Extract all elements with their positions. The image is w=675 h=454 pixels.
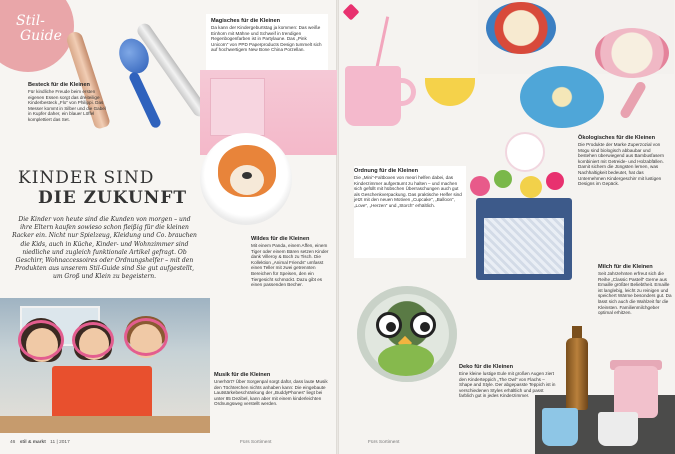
tiger-face-image: [230, 165, 264, 195]
milch-body: Seit Jahrzehnten erfreut sich die Reihe „Classic Pastell“ Gerne aus Emaille größter Beliebtheit. Emaille ist langlebig, leicht zu reinigen und speichert Wärme besonders gut. Da lässt sich auch die Wahlzeit für die Kleinsten. Familienmilchgeber optimal erhitzen.: [598, 271, 672, 316]
magazine-name: stil & markt: [19, 440, 46, 445]
page-number-left: 46: [10, 440, 16, 445]
badge-line-2: Guide: [20, 28, 62, 44]
magisches-heading: Magisches für die Kleinen: [211, 18, 281, 24]
deko-heading: Deko für die Kleinen: [459, 364, 514, 370]
candy-green-image: [494, 170, 512, 188]
red-blue-bowl-image: [486, 2, 556, 54]
blue-plate-image: [520, 66, 604, 128]
headphones-middle-icon: [72, 322, 114, 358]
left-footer: [10, 440, 70, 445]
besteck-heading: Besteck für die Kleinen: [28, 82, 90, 88]
right-section-label: Fürs Sortiment: [368, 440, 400, 445]
milch-article: [598, 264, 672, 316]
oeko-heading: Ökologisches für die Kleinen: [578, 135, 656, 141]
ordnung-heading: Ordnung für die Kleinen: [354, 168, 419, 174]
oeko-article: [578, 135, 670, 187]
milk-bottle-image: [566, 338, 588, 410]
candy-yellow-image: [520, 176, 542, 198]
pink-bowl-image: [595, 28, 669, 78]
candy-pink-image: [470, 176, 490, 196]
deko-article: [459, 364, 559, 399]
badge-line-1: Stil-: [16, 13, 45, 29]
milch-heading: Milch für die Kleinen: [598, 264, 653, 270]
page-gutter: [336, 0, 339, 454]
unicorn-toy-image: [505, 132, 545, 172]
owl-body: [378, 344, 434, 376]
wildes-heading: Wildes für die Kleinen: [251, 236, 310, 242]
candy-red-image: [546, 172, 564, 190]
ordnung-article: [354, 168, 464, 209]
musik-article: [214, 372, 329, 407]
unicorn-mug-image: [345, 66, 401, 126]
owl-pupil-right: [420, 322, 430, 332]
table-image: [0, 416, 210, 433]
pink-milk-pot-image: [614, 366, 658, 418]
deko-body: Eine kleine lustige Eule mit großen Augen ziert den Kinderteppich „The Owl“ von Flachs – Shape and Style. Der abgepasste Teppich ist in verschiedenen Styles erhältlich und passt farblich gut in jedes Kinderzimmer.: [459, 371, 556, 399]
title-line-2: DIE ZUKUNFT: [38, 188, 188, 208]
headphones-right-icon: [124, 318, 168, 356]
gray-cup-image: [598, 412, 638, 446]
children-headphones-photo: [0, 298, 210, 433]
title-line-1: KINDER SIND: [18, 168, 155, 188]
magisches-box: [206, 14, 328, 74]
besteck-article: [28, 82, 106, 123]
wildes-body: Mit einem Panda, einem Affen, einem Tiger oder einem Bären setzen Kinder dank Villeroy & Boch zu Tisch. Die Kollektion „Animal Friends“ umfasst einen Teller mit zwei getrennten Bereichen für Speisen, den ein Tiergesicht schmückt. Dazu gibt es einen passenden Becher.: [251, 243, 329, 288]
unicorn-gift-box-image: [210, 78, 265, 136]
intro-paragraph: Die Kinder von heute sind die Kunden von morgen – und ihre Eltern kaufen sowieso schon fleißig für die kleinen Racker ein. Nicht nur Spielzeug, Kleidung und Co. brauchen die Kids, auch in Küche, Kinder- und Wohnzimmer sind niedliche und zugleich funktionale Artikel gefragt. Ob Geschirr, Wohnaccessoires oder Ordnungshelfer – mit den Produkten aus unserem Stil-Guide sind Sie gut aufgestellt, um Groß und Klein zu begeistern.: [12, 216, 197, 281]
issue-number: 11 | 2017: [50, 440, 70, 445]
owl-pupil-left: [386, 322, 396, 332]
left-section-label: Fürs Sortiment: [240, 440, 272, 445]
blue-cup-image: [542, 408, 578, 446]
ordnung-body: Die „Mini“-Faltboxen von meori helfen dabei, das Kinderzimmer aufgeräumt zu halten – und machen sich gefüllt mit hübschen Überraschungen auch gut als Geschenkverpackung. Das praktische Helfer sind jetzt mit den neuen Motiven „Cupcake“, „Balloon“, „Love“, „Herzen“ und „Storch“ erhältlich.: [354, 175, 462, 208]
headphones-left-icon: [18, 320, 64, 360]
wildes-article: [251, 236, 331, 288]
magisches-body: Da kann der Kindergeburtstag ja kommen: Das weiße Einhorn mit Mähne und Schweif in trendigen Regenbogenfarben ist in Partylaune. Das „Pink Unicorn“ von PPD Paperproducts Design tummelt sich auf hochwertigem New Bone China Porzellan.: [211, 25, 322, 53]
musik-body: Unerhört? Über Sorgenpal sorgt dafür, dass laute Musik den Töchterchen nichts anhaben kann: Die eingebaute Lautstärkebeschränkung der „BuddyPhones“ liegt bei unter 85 Dezibel, kann aber mit einem kinderleichten Ordnungsweg verstellt werden.: [214, 379, 328, 407]
fold-box-front: [484, 218, 564, 274]
page-title: [18, 168, 187, 208]
magisches-article: [211, 18, 323, 53]
musik-heading: Musik für die Kleinen: [214, 372, 271, 378]
besteck-body: Für kindliche Freude beim ersten eigenen Essen sorgt das dreiteilige Kinderbesteck „Flo“ von Philippi. Das Messer kommt in Silber und die Gabel in Kupfer daher, ein blauer Löffel komplettiert das Set.: [28, 89, 106, 122]
oeko-body: Die Produkte der Marke Zuperzozial von Mogu sind biologisch abbaubar und bestehen überwiegend aus Bambusfasern kombiniert mit Getreide- und Holzabfällen. Damit sichern die Jüngsten lernen, was Nachhaltigkeit bedeutet, hat das Unternehmen Kindergeschirr mit lustigen Designs im Gepäck.: [578, 142, 665, 187]
tiger-nose-image: [242, 172, 252, 179]
